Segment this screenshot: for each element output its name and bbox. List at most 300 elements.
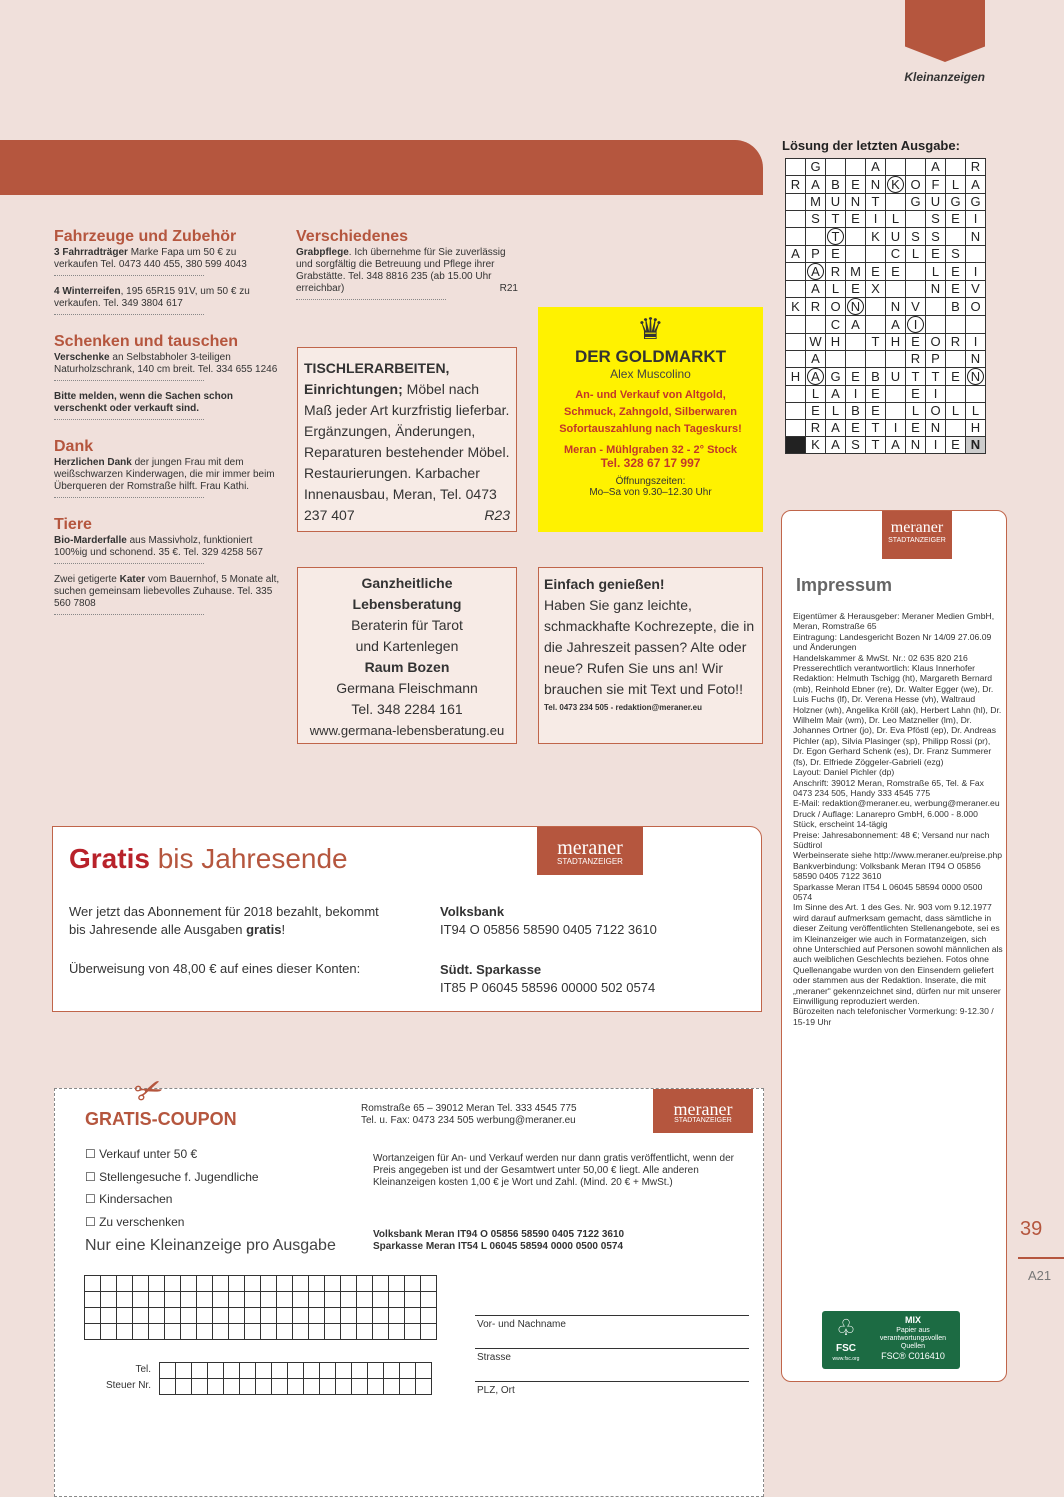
grid-cell[interactable] — [352, 1363, 368, 1379]
crossword-cell: G — [906, 194, 926, 211]
crossword-cell: G — [946, 194, 966, 211]
ad-line: Beraterin für Tarot — [351, 617, 463, 633]
divider — [296, 295, 446, 300]
bank-account-1: Volksbank IT94 O 05856 58590 0405 7122 3610 — [440, 904, 657, 937]
grid-cell[interactable] — [213, 1276, 229, 1292]
crossword-cell: R — [786, 176, 806, 194]
list-item: 4 Winterreifen, 195 65R15 91V, um 50 € zu verkaufen. Tel. 349 3804 617 — [54, 286, 250, 309]
crossword-cell — [846, 159, 866, 176]
ad-line: Lebensberatung — [352, 596, 462, 612]
grid-cell[interactable] — [101, 1324, 117, 1340]
crossword-cell: N — [846, 298, 866, 316]
grid-cell[interactable] — [405, 1308, 421, 1324]
fsc-url: www.fsc.org — [832, 1356, 860, 1362]
grid-cell[interactable] — [421, 1292, 437, 1308]
crossword-cell: A — [886, 316, 906, 334]
crossword-cell: A — [806, 281, 826, 298]
grid-cell[interactable] — [261, 1292, 277, 1308]
grid-cell[interactable] — [85, 1276, 101, 1292]
crossword-cell: A — [926, 159, 946, 176]
crossword-cell — [786, 420, 806, 437]
crossword-cell: O — [926, 334, 946, 351]
crossword-cell: T — [926, 368, 946, 386]
crossword-cell — [966, 246, 986, 263]
crossword-cell: N — [926, 420, 946, 437]
grid-cell[interactable] — [213, 1324, 229, 1340]
grid-cell[interactable] — [384, 1379, 400, 1395]
crossword-row — [786, 246, 986, 263]
grid-cell[interactable] — [229, 1324, 245, 1340]
grid-cell[interactable] — [373, 1292, 389, 1308]
crossword-cell: X — [866, 281, 886, 298]
grid-cell[interactable] — [101, 1292, 117, 1308]
divider — [54, 610, 204, 615]
crossword-cell: E — [866, 386, 886, 403]
grid-cell[interactable] — [256, 1379, 272, 1395]
grid-cell[interactable] — [208, 1363, 224, 1379]
crossword-cell: S — [926, 228, 946, 246]
grid-cell[interactable] — [357, 1292, 373, 1308]
crossword-cell: U — [886, 368, 906, 386]
crossword-cell: K — [886, 176, 906, 194]
plz-field[interactable] — [475, 1381, 749, 1382]
crossword-cell: A — [806, 351, 826, 368]
grid-cell[interactable] — [293, 1308, 309, 1324]
tischler-ad: TISCHLERARBEITEN, Einrichtungen; Möbel nach Maß jeder Art kurzfristig lieferbar. Ergänzungen, Änderungen, Reparaturen bestehender Möbel. Restaurierungen. Karbacher Innenausbau, Meran, Tel. 0473 237 407 R23 — [297, 347, 517, 532]
crossword-row — [786, 403, 986, 420]
list-item: Grabpflege. Ich übernehme für Sie zuverlässig und sorgfältig die Betreuung und Pflege ihrer Grabstätte. Tel. 348 8816 235 (ab 15.00 Uhr erreichbar) R21 — [296, 247, 518, 294]
crossword-cell: A — [806, 176, 826, 194]
grid-cell[interactable] — [288, 1379, 304, 1395]
crossword-cell: K — [786, 298, 806, 316]
crossword-cell — [946, 386, 966, 403]
crossword-row — [786, 211, 986, 228]
gratis-coupon — [54, 1068, 764, 1497]
grid-cell[interactable] — [389, 1324, 405, 1340]
grid-cell[interactable] — [165, 1308, 181, 1324]
crossword-cell: L — [826, 281, 846, 298]
grid-cell[interactable] — [320, 1363, 336, 1379]
category-title: Tiere — [54, 516, 92, 533]
crossword-cell: A — [826, 386, 846, 403]
crossword-cell: S — [946, 246, 966, 263]
grid-cell[interactable] — [240, 1363, 256, 1379]
crossword-cell: R — [806, 298, 826, 316]
crossword-cell: B — [846, 403, 866, 420]
crossword-cell: E — [846, 281, 866, 298]
grid-cell[interactable] — [117, 1324, 133, 1340]
grid-cell[interactable] — [304, 1363, 320, 1379]
grid-cell[interactable] — [101, 1308, 117, 1324]
grid-cell[interactable] — [304, 1379, 320, 1395]
grid-cell[interactable] — [336, 1363, 352, 1379]
grid-cell[interactable] — [261, 1276, 277, 1292]
crossword-cell: E — [866, 263, 886, 281]
crossword-cell — [946, 228, 966, 246]
crossword-cell — [886, 194, 906, 211]
crossword-cell: P — [806, 246, 826, 263]
grid-cell[interactable] — [176, 1363, 192, 1379]
crossword-cell: E — [946, 437, 966, 454]
grid-cell[interactable] — [368, 1379, 384, 1395]
grid-cell[interactable] — [224, 1363, 240, 1379]
crossword-cell — [886, 403, 906, 420]
crossword-row — [786, 420, 986, 437]
crossword-cell — [786, 159, 806, 176]
crossword-cell: T — [866, 420, 886, 437]
grid-cell[interactable] — [165, 1292, 181, 1308]
gratis-transfer: Überweisung von 48,00 € auf eines dieser Konten: — [69, 961, 361, 976]
crossword-cell: R — [906, 351, 926, 368]
grid-cell[interactable] — [197, 1308, 213, 1324]
crossword-cell: P — [926, 351, 946, 368]
crossword-cell: N — [966, 351, 986, 368]
ad-title: Einfach genießen! — [544, 576, 665, 592]
crossword-cell: A — [866, 159, 886, 176]
grid-cell[interactable] — [149, 1276, 165, 1292]
crossword-cell: A — [826, 420, 846, 437]
crossword-cell: I — [906, 316, 926, 334]
street-field[interactable] — [475, 1348, 749, 1349]
crossword-row — [786, 159, 986, 176]
crossword-cell: I — [966, 263, 986, 281]
grid-cell[interactable] — [133, 1276, 149, 1292]
crossword-title: Lösung der letzten Ausgabe: — [782, 138, 960, 153]
crossword-cell: N — [866, 176, 886, 194]
coupon-title: GRATIS-COUPON — [85, 1109, 237, 1129]
crossword-row — [786, 386, 986, 403]
grid-cell[interactable] — [277, 1292, 293, 1308]
grid-cell[interactable] — [373, 1276, 389, 1292]
grid-cell[interactable] — [421, 1276, 437, 1292]
crossword-cell: C — [886, 246, 906, 263]
grid-cell[interactable] — [197, 1276, 213, 1292]
grid-cell[interactable] — [341, 1324, 357, 1340]
crossword-row — [786, 281, 986, 298]
crossword-cell: R — [806, 420, 826, 437]
meraner-logo — [537, 827, 643, 875]
grid-cell[interactable] — [85, 1324, 101, 1340]
gratis-text: Wer jetzt das Abonnement für 2018 bezahlt, bekommt bis Jahresende alle Ausgaben gratis! — [69, 904, 379, 937]
crossword-cell — [906, 263, 926, 281]
crossword-cell: L — [946, 176, 966, 194]
grid-cell[interactable] — [341, 1308, 357, 1324]
coupon-limit: Nur eine Kleinanzeige pro Ausgabe — [85, 1237, 336, 1254]
divider — [54, 376, 204, 381]
grid-cell[interactable] — [400, 1363, 416, 1379]
grid-cell[interactable] — [256, 1363, 272, 1379]
grid-cell[interactable] — [277, 1276, 293, 1292]
crossword-cell: I — [926, 437, 946, 454]
grid-cell[interactable] — [133, 1308, 149, 1324]
grid-cell[interactable] — [384, 1363, 400, 1379]
grid-cell[interactable] — [421, 1308, 437, 1324]
crossword-cell: T — [866, 437, 886, 454]
crossword-cell — [886, 159, 906, 176]
grid-cell[interactable] — [197, 1324, 213, 1340]
crossword-cell: U — [886, 228, 906, 246]
crossword-cell: A — [806, 368, 826, 386]
grid-cell[interactable] — [309, 1276, 325, 1292]
grid-cell[interactable] — [368, 1363, 384, 1379]
grid-cell[interactable] — [352, 1379, 368, 1395]
grid-cell[interactable] — [133, 1292, 149, 1308]
grid-cell[interactable] — [293, 1276, 309, 1292]
ad-text: Haben Sie ganz leichte, schmackhafte Kochrezepte, die in die Jahreszeit passen? Alte oder neue? Rufen Sie uns an! Wir brauchen sie mit Text und Foto!! — [544, 597, 755, 697]
list-item: Bio-Marderfalle aus Massivholz, funktioniert 100%ig und schonend. 35 €. Tel. 329 4258 567 — [54, 535, 263, 558]
crossword-cell: H — [966, 420, 986, 437]
website-link[interactable]: www.germana-lebensberatung.eu — [309, 723, 505, 738]
crossword-cell: G — [966, 194, 986, 211]
crossword-cell: E — [906, 386, 926, 403]
divider — [54, 310, 204, 315]
grid-cell[interactable] — [160, 1379, 176, 1395]
tree-icon: ♧ — [836, 1315, 856, 1340]
category-title: Verschiedenes — [296, 228, 409, 245]
grid-cell[interactable] — [117, 1308, 133, 1324]
grid-cell[interactable] — [245, 1292, 261, 1308]
checkbox-verschenken[interactable]: ☐ Zu verschenken — [85, 1214, 185, 1229]
classifieds-column-1 — [54, 228, 282, 625]
crossword-row — [786, 176, 986, 194]
grid-cell[interactable] — [272, 1363, 288, 1379]
crossword-cell: L — [886, 211, 906, 228]
fsc-logo: FSC — [836, 1343, 856, 1354]
crossword-cell: N — [926, 281, 946, 298]
grid-cell[interactable] — [357, 1276, 373, 1292]
grid-cell[interactable] — [101, 1276, 117, 1292]
logo-text: meraner — [673, 1099, 733, 1119]
grid-cell[interactable] — [309, 1292, 325, 1308]
crossword-cell: S — [806, 211, 826, 228]
checkbox-stellengesuche[interactable]: ☐ Stellengesuche f. Jugendliche — [85, 1169, 259, 1184]
crossword-cell: C — [826, 316, 846, 334]
crossword-cell: F — [926, 176, 946, 194]
crossword-cell: M — [806, 194, 826, 211]
crossword-cell — [806, 316, 826, 334]
name-field[interactable] — [475, 1315, 749, 1316]
grid-cell[interactable] — [181, 1308, 197, 1324]
crossword-cell: T — [906, 368, 926, 386]
grid-cell[interactable] — [213, 1292, 229, 1308]
crossword-cell: A — [846, 316, 866, 334]
tel-steuer-grid[interactable] — [159, 1362, 432, 1395]
grid-cell[interactable] — [320, 1379, 336, 1395]
crossword-row — [786, 263, 986, 281]
crossword-cell: E — [906, 420, 926, 437]
crossword-cell: G — [806, 159, 826, 176]
crossword-cell — [966, 386, 986, 403]
grid-cell[interactable] — [373, 1308, 389, 1324]
grid-cell[interactable] — [229, 1308, 245, 1324]
checkbox-verkauf[interactable]: ☐ Verkauf unter 50 € — [85, 1147, 198, 1161]
grid-cell[interactable] — [405, 1324, 421, 1340]
grid-cell[interactable] — [277, 1308, 293, 1324]
crossword-cell: O — [906, 176, 926, 194]
grid-cell[interactable] — [405, 1292, 421, 1308]
divider — [54, 559, 204, 564]
grid-cell[interactable] — [117, 1292, 133, 1308]
crossword-cell: E — [846, 420, 866, 437]
goldmarkt-ad — [538, 307, 763, 532]
grid-cell[interactable] — [309, 1324, 325, 1340]
grid-cell[interactable] — [288, 1363, 304, 1379]
crossword-cell — [946, 351, 966, 368]
crossword-cell: A — [966, 176, 986, 194]
crossword-cell: S — [906, 228, 926, 246]
grid-cell[interactable] — [197, 1292, 213, 1308]
crossword-cell: E — [826, 246, 846, 263]
crossword-cell: T — [826, 228, 846, 246]
classifieds-column-2 — [296, 228, 518, 310]
grid-cell[interactable] — [240, 1379, 256, 1395]
grid-cell[interactable] — [325, 1324, 341, 1340]
crossword-cell: E — [846, 368, 866, 386]
crossword-cell — [786, 386, 806, 403]
crossword-cell: I — [866, 211, 886, 228]
crossword-cell: N — [886, 298, 906, 316]
grid-cell[interactable] — [341, 1276, 357, 1292]
list-item: 3 Fahrradträger Marke Fapa um 50 € zu verkaufen Tel. 0473 440 455, 380 599 4043 — [54, 247, 247, 270]
grid-cell[interactable] — [229, 1276, 245, 1292]
checkbox-kindersachen[interactable]: ☐ Kindersachen — [85, 1192, 173, 1206]
coupon-options — [85, 1143, 259, 1233]
grid-cell[interactable] — [85, 1308, 101, 1324]
gratis-box — [52, 826, 762, 1012]
grid-cell[interactable] — [245, 1324, 261, 1340]
grid-cell[interactable] — [421, 1324, 437, 1340]
grid-cell[interactable] — [117, 1276, 133, 1292]
crossword-cell: I — [846, 386, 866, 403]
header-banner — [0, 140, 763, 195]
list-item: Zwei getigerte Kater vom Bauernhof, 5 Monate alt, suchen gemeinsam liebevolles Zuhause. Tel. 335 560 7808 — [54, 574, 280, 609]
grid-cell[interactable] — [325, 1308, 341, 1324]
grid-cell[interactable] — [400, 1379, 416, 1395]
grid-cell[interactable] — [261, 1324, 277, 1340]
grid-cell[interactable] — [416, 1363, 432, 1379]
grid-cell[interactable] — [149, 1324, 165, 1340]
crossword-cell — [846, 351, 866, 368]
grid-cell[interactable] — [165, 1324, 181, 1340]
grid-cell[interactable] — [357, 1324, 373, 1340]
fsc-code: FSC® C016410 — [881, 1351, 945, 1361]
crossword-cell: E — [926, 246, 946, 263]
grid-cell[interactable] — [133, 1324, 149, 1340]
crossword-cell — [906, 159, 926, 176]
divider — [54, 415, 204, 420]
grid-cell[interactable] — [245, 1276, 261, 1292]
crossword-cell: L — [826, 403, 846, 420]
grid-cell[interactable] — [277, 1324, 293, 1340]
logo-subtext: STADTANZEIGER — [674, 1117, 732, 1124]
crossword-cell — [926, 298, 946, 316]
grid-cell[interactable] — [176, 1379, 192, 1395]
crossword-cell — [886, 351, 906, 368]
grid-cell[interactable] — [373, 1324, 389, 1340]
crossword-cell: B — [946, 298, 966, 316]
grid-cell[interactable] — [325, 1292, 341, 1308]
goldmarkt-owner: Alex Muscolino — [610, 367, 691, 381]
grid-cell[interactable] — [229, 1292, 245, 1308]
bank-account-2: Südt. Sparkasse IT85 P 06045 58596 00000 502 0574 — [440, 962, 656, 995]
section-tab — [905, 0, 985, 62]
crossword-cell — [906, 281, 926, 298]
grid-cell[interactable] — [149, 1292, 165, 1308]
grid-cell[interactable] — [192, 1363, 208, 1379]
crossword-cell: A — [806, 263, 826, 281]
crossword-cell — [906, 211, 926, 228]
grid-cell[interactable] — [181, 1276, 197, 1292]
grid-cell[interactable] — [272, 1379, 288, 1395]
crossword-cell: L — [966, 403, 986, 420]
grid-cell[interactable] — [325, 1276, 341, 1292]
section-label: Kleinanzeigen — [904, 70, 985, 84]
crossword-cell: E — [906, 334, 926, 351]
crossword-cell: L — [906, 246, 926, 263]
grid-cell[interactable] — [85, 1292, 101, 1308]
grid-cell[interactable] — [416, 1379, 432, 1395]
crossword-cell: T — [826, 211, 846, 228]
grid-cell[interactable] — [192, 1379, 208, 1395]
grid-cell[interactable] — [309, 1308, 325, 1324]
grid-cell[interactable] — [245, 1308, 261, 1324]
grid-cell[interactable] — [293, 1324, 309, 1340]
grid-cell[interactable] — [160, 1363, 176, 1379]
grid-cell[interactable] — [389, 1308, 405, 1324]
grid-cell[interactable] — [165, 1276, 181, 1292]
fsc-text: Papier aus verantwortungsvollen Quellen — [879, 1327, 947, 1350]
grid-cell[interactable] — [213, 1308, 229, 1324]
ad-contact: Tel. 0473 234 505 - redaktion@meraner.eu — [544, 703, 702, 712]
grid-cell[interactable] — [293, 1292, 309, 1308]
crossword-cell — [946, 420, 966, 437]
crossword-grid — [785, 158, 986, 454]
crossword-cell: R — [946, 334, 966, 351]
grid-cell[interactable] — [405, 1276, 421, 1292]
crossword-cell: S — [846, 437, 866, 454]
crossword-cell: N — [966, 437, 986, 454]
page-number: 39 — [1020, 1218, 1043, 1240]
grid-cell[interactable] — [208, 1379, 224, 1395]
grid-cell[interactable] — [261, 1308, 277, 1324]
grid-cell[interactable] — [336, 1379, 352, 1395]
crossword-cell — [786, 281, 806, 298]
grid-cell[interactable] — [357, 1308, 373, 1324]
list-item: Verschenke an Selbstabholer 3-teiligen Naturholzschrank, 140 cm breit. Tel. 334 655 1246 — [54, 352, 278, 375]
grid-cell[interactable] — [181, 1292, 197, 1308]
crossword-row — [786, 194, 986, 211]
category-title: Dank — [54, 438, 94, 455]
grid-cell[interactable] — [149, 1308, 165, 1324]
word-grid[interactable] — [84, 1275, 437, 1340]
impressum-title: Impressum — [796, 575, 893, 595]
grid-cell[interactable] — [389, 1292, 405, 1308]
crossword-cell: U — [926, 194, 946, 211]
grid-cell[interactable] — [389, 1276, 405, 1292]
crossword-row — [786, 351, 986, 368]
grid-cell[interactable] — [181, 1324, 197, 1340]
crossword-cell — [966, 316, 986, 334]
coupon-info: Wortanzeigen für An- und Verkauf werden nur dann gratis veröffentlicht, wenn der Preis angegeben ist und der Gesamtwert unter 50,00 € liegt. Alle anderen Kleinanzeigen kosten 1,00 € je Wort und Zahl. (Mind. 20 € + MwSt.) — [373, 1153, 734, 1188]
crossword-cell: L — [906, 403, 926, 420]
crossword-cell: W — [806, 334, 826, 351]
crossword-cell: E — [806, 403, 826, 420]
grid-cell[interactable] — [341, 1292, 357, 1308]
crossword-cell — [846, 246, 866, 263]
grid-cell[interactable] — [224, 1379, 240, 1395]
logo-subtext: STADTANZEIGER — [888, 537, 946, 544]
crossword-cell: T — [866, 194, 886, 211]
